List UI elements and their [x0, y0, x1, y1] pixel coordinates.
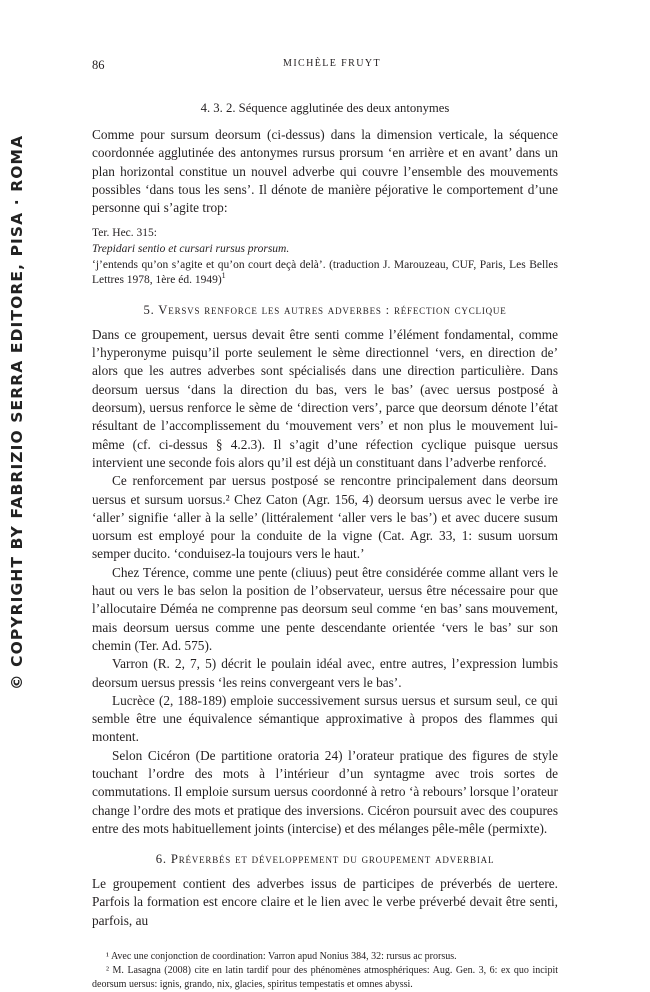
quote-translation: ‘j’entends qu’on s’agite et qu’on court deçà delà’. (traduction J. Marouzeau, CUF, Paris, Les Belles Lettres 1978, 1ère éd. 1949)$^1$	[92, 258, 558, 287]
page-number: 86	[92, 58, 105, 72]
page-body	[92, 100, 558, 992]
quote-latin: Trepidari sentio et cursari rursus prorsum.	[92, 243, 290, 256]
footnote-marker-1: 1	[221, 271, 226, 281]
copyright-sidebar	[8, 0, 30, 922]
footnotes	[92, 950, 558, 992]
section-heading-5: 5. Versvs renforce les autres adverbes : réfection cyclique	[143, 302, 507, 317]
paragraph-5-5: Lucrèce (2, 188-189) emploie successivement sursus uersus et sursum seul, ce qui semble être une équivalence sémantique approximative à propos des flammes qui montent.	[92, 692, 558, 745]
running-head: MICHÈLE FRUYT	[283, 58, 381, 69]
paragraph-5-1: Dans ce groupement, uersus devait être senti comme l’élément fondamental, comme l’hyperonyme puisqu’il porte seulement le sème directionnel ‘vers, en direction de’ alors que les autres adverbes sont spécialisés dans une direction particulière. Dans deorsum uersus ‘dans la direction du bas, vers le bas’ (avec uersus postposé à deorsum), uersus renforce le sème de ‘direction vers’, parce que deorsum dénote l’état résultant de l’accomplissement du ‘mouvement vers’ et non plus le mouvement lui-même (cf. ci-dessus § 4.2.3). Il s’agit d’une réfection cyclique puisque uersus intervient une seconde fois alors qu’il est déjà un constituant dans l’adverbe renforcé.	[92, 326, 558, 470]
paragraph-6-1: Le groupement contient des adverbes issus de participes de préverbés de uertere. Parfois la formation est encore claire et le lien avec le verbe préverbé devait être senti, parfois, au	[92, 876, 558, 928]
paragraph-5-4: Varron (R. 2, 7, 5) décrit le poulain idéal avec, entre autres, l’expression lumbis deorsum uersus pressis ‘les reins convergeant vers le bas’.	[92, 656, 558, 690]
copyright-text: © COPYRIGHT BY FABRIZIO SERRA EDITORE, PISA · ROMA	[8, 134, 26, 690]
quote-reference: Ter. Hec. 315:	[92, 227, 157, 240]
paragraph-5-3: Chez Térence, comme une pente (cliuus) peut être considérée comme allant vers le haut ou vers le bas selon la position de l’observateur, uersus être nécessaire pour que l’allocutaire Déméa ne comprenne pas deorsum seul comme ‘en bas’ sans mouvement, mais deorsum uersus comme une pente descendante orientée ‘vers le bas’ sur son chemin (Ter. Ad. 575).	[92, 564, 558, 653]
paragraph-5-6: Selon Cicéron (De partitione oratoria 24) l’orateur pratique des figures de style touchant l’ordre des mots à l’intérieur d’un syntagme avec trois sortes de commutations. Il emploie sursum uersus coordonné à retro ‘à rebours’ lorsque l’orateur change l’ordre des mots et pratique des inversions. Cicéron poursuit avec des coupures entre des mots habituellement joints (intercise) et des mélanges pêle-mêle (permixte).	[92, 747, 558, 836]
section-heading-6: 6. Préverbés et développement du groupement adverbial	[155, 852, 495, 867]
quote-block	[92, 226, 558, 288]
section-heading-4-3-2: 4. 3. 2. Séquence agglutinée des deux antonymes	[200, 101, 450, 115]
paragraph-5-2: Ce renforcement par uersus postposé se rencontre principalement dans deorsum uersus et sursum uorsus.² Chez Caton (Agr. 156, 4) deorsum uersus avec le verbe ire ‘aller’ signifie ‘aller à la selle’ (littéralement ‘aller vers le bas’) et avec ducere susum uorsum est employé pour la conduite de la vigne (Cat. Agr. 33, 1: susum uorsum semper ducito. ‘conduisez-la toujours vers le haut.’	[92, 473, 558, 562]
footnote-2: ² M. Lasagna (2008) cite en latin tardif pour des phénomènes atmosphériques: Aug. Gen. 3, 6: ex quo incipit deorsum uersus: ignis, grando, nix, glacies, spiritus tempestatis et omnes abyssi.	[92, 965, 558, 991]
paragraph-4-3-2: Comme pour sursum deorsum (ci-dessus) dans la dimension verticale, la séquence coordonnée agglutinée des antonymes rursus prorsum ‘en arrière et en avant’ dans un plan horizontal constitue un nouvel adverbe qui couvre l’ensemble des mouvements possibles ‘dans tous les sens’. Il dénote de manière péjorative le comportement d’une personne qui s’agite trop:	[92, 127, 558, 216]
footnote-1: ¹ Avec une conjonction de coordination: Varron apud Nonius 384, 32: rursus ac prorsus.	[106, 951, 457, 963]
